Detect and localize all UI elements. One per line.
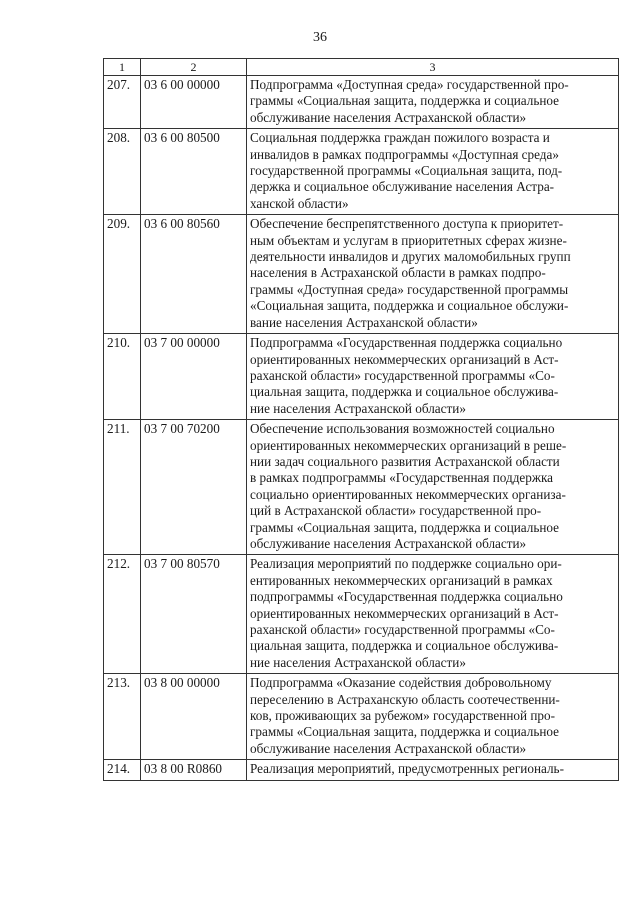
- table-row: [104, 129, 619, 215]
- description-line: переселению в Астраханскую область соотечественни-: [250, 691, 560, 707]
- description-line: ций в Астраханской области» государственной про-: [250, 503, 542, 519]
- description-line: Подпрограмма «Доступная среда» государственной про-: [250, 77, 569, 92]
- description-line: Подпрограмма «Государственная поддержка социально: [250, 335, 563, 351]
- description-line: Подпрограмма «Оказание содействия добровольному: [250, 675, 552, 691]
- table-row: [104, 674, 619, 760]
- description-line: граммы «Социальная защита, поддержка и социальное: [250, 93, 560, 109]
- description-line: ным объектам и услугам в приоритетных сферах жизне-: [250, 232, 567, 248]
- row-number: 213.: [104, 674, 141, 760]
- table-row: [104, 420, 619, 555]
- column-header-1: 1: [104, 59, 141, 76]
- row-description: [247, 334, 619, 420]
- row-number: 211.: [104, 420, 141, 555]
- budget-code: 03 7 00 80570: [141, 555, 247, 674]
- description-line: нии задач социального развития Астраханской области: [250, 453, 560, 469]
- description-line: ориентированных некоммерческих организаций в Аст-: [250, 351, 559, 367]
- row-description: [247, 555, 619, 674]
- row-description: [247, 76, 619, 129]
- budget-code: 03 8 00 R0860: [141, 760, 247, 780]
- description-line: ханской области»: [250, 195, 349, 211]
- description-line: ков, проживающих за рубежом» государственной про-: [250, 708, 555, 724]
- description-line: граммы «Социальная защита, поддержка и социальное: [250, 724, 560, 740]
- description-line: деятельности инвалидов и других маломобильных групп: [250, 249, 571, 265]
- description-line: ориентированных некоммерческих организаций в Аст-: [250, 605, 559, 621]
- row-description: [247, 420, 619, 555]
- row-number: 214.: [104, 760, 141, 780]
- description-line: держка и социальное обслуживание населения Астра-: [250, 179, 555, 195]
- budget-code-table: [103, 58, 619, 781]
- description-line: «Социальная защита, поддержка и социальное обслужи-: [250, 298, 569, 314]
- description-line: Социальная поддержка граждан пожилого возраста и: [250, 130, 550, 146]
- table-row: [104, 76, 619, 129]
- description-line: Обеспечение использования возможностей социально: [250, 421, 555, 437]
- description-line: населения в Астраханской области в рамках подпро-: [250, 265, 546, 281]
- description-line: циальная защита, поддержка и социальное обслужива-: [250, 638, 559, 654]
- row-number: 212.: [104, 555, 141, 674]
- budget-code: 03 6 00 80560: [141, 215, 247, 334]
- row-description: [247, 674, 619, 760]
- description-line: обслуживание населения Астраханской области»: [250, 109, 527, 125]
- description-line: ние населения Астраханской области»: [250, 654, 466, 670]
- row-number: 207.: [104, 76, 141, 129]
- description-line: социально ориентированных некоммерческих организа-: [250, 486, 566, 502]
- column-header-3: 3: [247, 59, 619, 76]
- budget-code: 03 6 00 00000: [141, 76, 247, 129]
- description-line: обслуживание населения Астраханской области»: [250, 535, 527, 551]
- description-line: подпрограммы «Государственная поддержка социально: [250, 589, 563, 605]
- row-number: 209.: [104, 215, 141, 334]
- description-line: инвалидов в рамках подпрограммы «Доступная среда»: [250, 146, 559, 162]
- table-row: [104, 215, 619, 334]
- description-line: Обеспечение беспрепятственного доступа к приоритет-: [250, 216, 564, 232]
- column-header-2: 2: [141, 59, 247, 76]
- row-description: [247, 215, 619, 334]
- description-line: государственной программы «Социальная защита, под-: [250, 163, 563, 179]
- description-line: ориентированных некоммерческих организаций в реше-: [250, 437, 567, 453]
- description-line: вание населения Астраханской области»: [250, 314, 478, 330]
- description-line: Реализация мероприятий, предусмотренных региональ-: [250, 761, 564, 777]
- description-line: раханской области» государственной программы «Со-: [250, 367, 555, 383]
- description-line: граммы «Социальная защита, поддержка и социальное: [250, 519, 560, 535]
- description-line: ние населения Астраханской области»: [250, 400, 466, 416]
- description-line: граммы «Доступная среда» государственной программы: [250, 281, 569, 297]
- budget-code: 03 6 00 80500: [141, 129, 247, 215]
- table-row: [104, 334, 619, 420]
- row-description: [247, 129, 619, 215]
- row-description: [247, 760, 619, 780]
- table-row: [104, 555, 619, 674]
- table-row: [104, 760, 619, 780]
- description-line: циальная защита, поддержка и социальное обслужива-: [250, 384, 559, 400]
- table-header-row: [104, 59, 619, 76]
- row-number: 208.: [104, 129, 141, 215]
- budget-code: 03 7 00 00000: [141, 334, 247, 420]
- row-number: 210.: [104, 334, 141, 420]
- description-line: обслуживание населения Астраханской области»: [250, 740, 527, 756]
- budget-code: 03 8 00 00000: [141, 674, 247, 760]
- budget-code: 03 7 00 70200: [141, 420, 247, 555]
- description-line: ентированных некоммерческих организаций в рамках: [250, 572, 553, 588]
- page-number: 36: [313, 30, 327, 45]
- description-line: раханской области» государственной программы «Со-: [250, 622, 555, 637]
- description-line: в рамках подпрограммы «Государственная поддержка: [250, 470, 554, 486]
- description-line: Реализация мероприятий по поддержке социально ори-: [250, 556, 562, 572]
